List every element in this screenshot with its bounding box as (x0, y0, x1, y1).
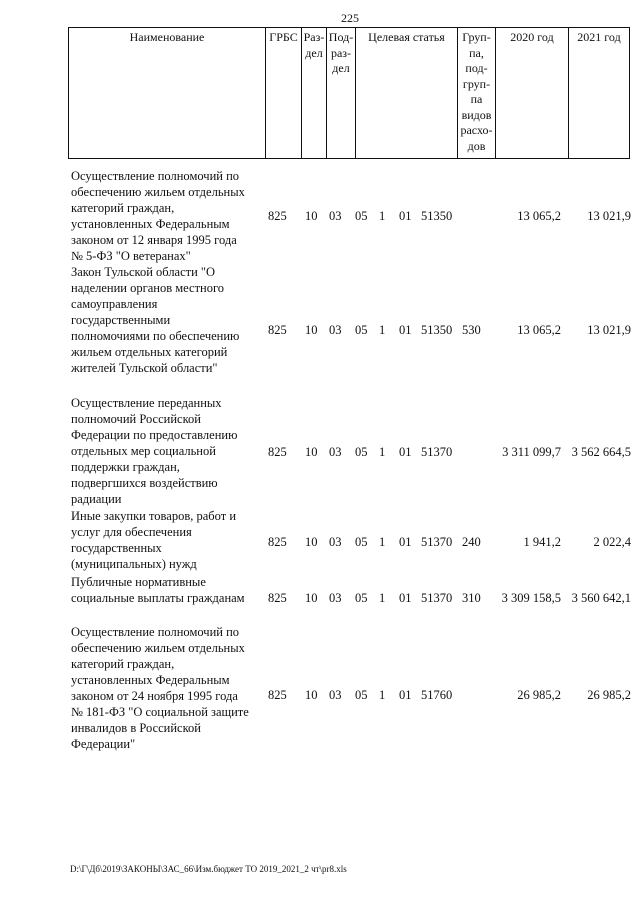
cell-podrazdel: 03 (329, 535, 342, 549)
cell-2020: 26 985,2 (517, 688, 561, 702)
cell-target-event: 01 (399, 323, 412, 337)
cell-2020: 1 941,2 (523, 535, 561, 549)
cell-target-code: 51350 (421, 323, 453, 337)
cell-target-code: 51760 (421, 688, 453, 702)
cell-target-subprogram: 1 (379, 209, 386, 223)
cell-target-event: 01 (399, 591, 412, 605)
cell-podrazdel: 03 (329, 591, 342, 605)
cell-grbs: 825 (268, 323, 287, 337)
header-name: Наименование (69, 28, 266, 159)
cell-target-subprogram: 1 (379, 535, 386, 549)
cell-2021: 3 560 642,1 (571, 591, 631, 605)
cell-podrazdel: 03 (329, 323, 342, 337)
cell-vid: 240 (462, 535, 481, 549)
cell-target-code: 51370 (421, 445, 453, 459)
footer-file-path: D:\Г\Дб\2019\ЗАКОНЫ\ЗАС_66\Изм.бюджет ТО 2019_2021_2 чт\pr8.xls (70, 864, 347, 874)
cell-razdel: 10 (305, 209, 318, 223)
cell-target-event: 01 (399, 445, 412, 459)
cell-target-code: 51370 (421, 535, 453, 549)
cell-target-subprogram: 1 (379, 688, 386, 702)
cell-target-code: 51350 (421, 209, 453, 223)
row-name: Осуществление переданных полномочий Российской Федерации по предоставлению отдельных мер социальной поддержки граждан, подвергшихся воздействию радиации (71, 396, 238, 506)
cell-podrazdel: 03 (329, 688, 342, 702)
cell-target-subprogram: 1 (379, 445, 386, 459)
cell-2021: 26 985,2 (587, 688, 631, 702)
cell-target-program: 05 (355, 445, 368, 459)
row-name: Осуществление полномочий по обеспечению жильем отдельных категорий граждан, установленных Федеральным законом от 24 ноября 1995 года № 181-ФЗ "О социальной защите инвалидов в Российской Федерации" (71, 625, 249, 751)
page-number: 225 (341, 11, 359, 25)
cell-grbs: 825 (268, 535, 287, 549)
cell-razdel: 10 (305, 445, 318, 459)
cell-target-event: 01 (399, 535, 412, 549)
cell-target-program: 05 (355, 209, 368, 223)
cell-2020: 13 065,2 (517, 323, 561, 337)
cell-target-program: 05 (355, 535, 368, 549)
cell-podrazdel: 03 (329, 209, 342, 223)
row-name: Закон Тульской области "О наделении органов местного самоуправления государственными полномочиями по обеспечению жильем отдельных категорий жителей Тульской области" (71, 265, 240, 375)
cell-vid: 530 (462, 323, 481, 337)
row-name: Публичные нормативные социальные выплаты гражданам (71, 575, 245, 605)
cell-razdel: 10 (305, 535, 318, 549)
cell-2020: 13 065,2 (517, 209, 561, 223)
cell-grbs: 825 (268, 688, 287, 702)
cell-2021: 3 562 664,5 (571, 445, 631, 459)
cell-target-code: 51370 (421, 591, 453, 605)
cell-grbs: 825 (268, 591, 287, 605)
cell-2021: 2 022,4 (593, 535, 631, 549)
cell-2020: 3 309 158,5 (501, 591, 561, 605)
header-grbs: ГРБС (266, 28, 302, 159)
header-razdel: Раз- дел (302, 28, 327, 159)
header-2020: 2020 год (496, 28, 569, 159)
cell-target-event: 01 (399, 688, 412, 702)
row-name: Иные закупки товаров, работ и услуг для обеспечения государственных (муниципальных) нужд (71, 509, 237, 571)
cell-podrazdel: 03 (329, 445, 342, 459)
cell-target-program: 05 (355, 591, 368, 605)
cell-target-subprogram: 1 (379, 591, 386, 605)
cell-vid: 310 (462, 591, 481, 605)
cell-razdel: 10 (305, 323, 318, 337)
cell-target-program: 05 (355, 688, 368, 702)
cell-grbs: 825 (268, 445, 287, 459)
cell-grbs: 825 (268, 209, 287, 223)
cell-target-event: 01 (399, 209, 412, 223)
table-header (68, 27, 630, 159)
cell-target-program: 05 (355, 323, 368, 337)
header-podrazdel: Под- раз- дел (327, 28, 356, 159)
cell-target-subprogram: 1 (379, 323, 386, 337)
header-2021: 2021 год (569, 28, 630, 159)
row-name: Осуществление полномочий по обеспечению жильем отдельных категорий граждан, установленных Федеральным законом от 12 января 1995 года № 5-ФЗ "О ветеранах" (71, 169, 245, 263)
header-vid: Груп- па, под- груп- па видов расхо- дов (458, 28, 496, 159)
cell-2021: 13 021,9 (587, 209, 631, 223)
cell-2020: 3 311 099,7 (502, 445, 561, 459)
cell-razdel: 10 (305, 591, 318, 605)
cell-2021: 13 021,9 (587, 323, 631, 337)
header-target: Целевая статья (356, 28, 458, 159)
cell-razdel: 10 (305, 688, 318, 702)
